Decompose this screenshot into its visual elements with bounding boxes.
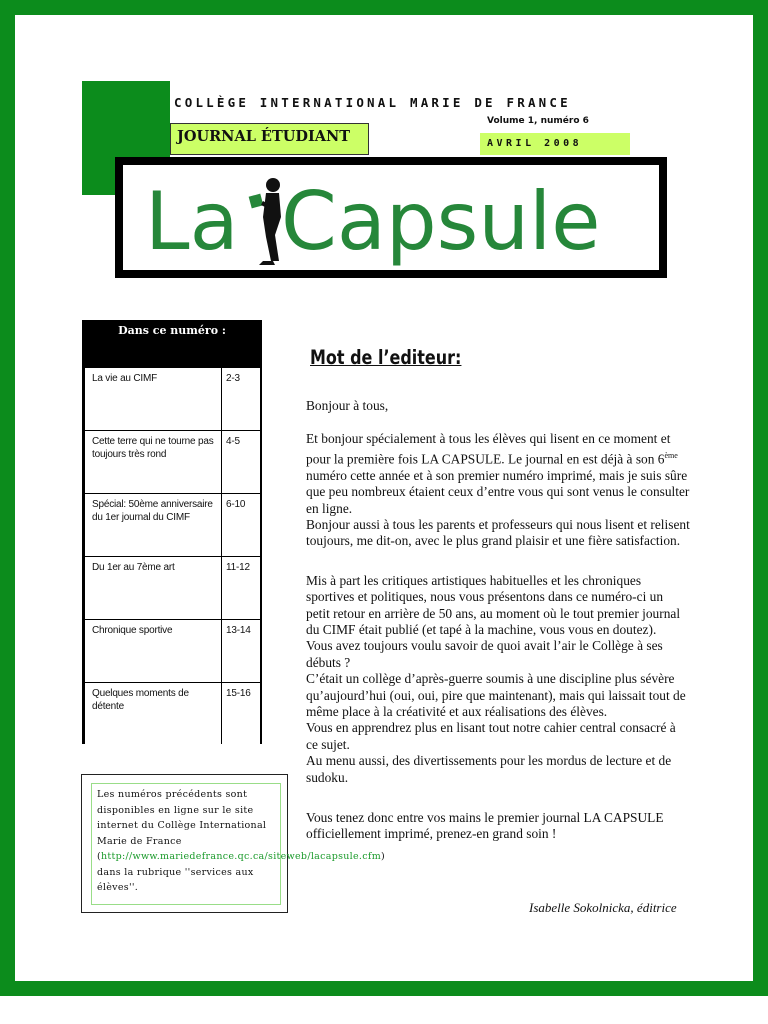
school-name: COLLÈGE INTERNATIONAL MARIE DE FRANCE: [174, 95, 571, 110]
logo-inner: [123, 165, 659, 270]
note-text: [91, 783, 386, 905]
toc-item-pages: 4-5: [222, 431, 260, 493]
paragraph: Mis à part les critiques artistiques habituelles et les chroniques sportives et politiques, nous vous présentons dans ce numéro-ci un petit retour en arrière de 50 ans, au moment où le tout premier journal du CIMF était publié (et tapé à la machine, vous vous en doutez).: [306, 572, 681, 637]
toc-item-label: Du 1er au 7ème art: [85, 557, 221, 619]
reading-figure-icon: [249, 178, 281, 265]
toc-item-label: Spécial: 50ème anniversaire du 1er journal du CIMF: [85, 494, 221, 556]
toc-item-pages: 11-12: [222, 557, 260, 619]
toc-item-pages: 15-16: [222, 683, 260, 745]
paragraph: Et bonjour spécialement à tous les élèves qui lisent en ce moment et pour la première fois LA CAPSULE. Le journal en est déjà à son 6ème numéro cette année et à son premier numéro imprimé, mais je suis sûre que peu nombreux étaient ceux d’entre vous qui sont venus le consulter en ligne.: [306, 431, 690, 516]
toc-item-label: Chronique sportive: [85, 620, 221, 682]
paragraph: Au menu aussi, des divertissements pour les mordus de lecture et de sudoku.: [306, 753, 672, 785]
signature: Isabelle Sokolnicka, éditrice: [529, 900, 677, 915]
archive-link[interactable]: http://www.mariedefrance.qc.ca/siteweb/lacapsule.cfm: [101, 851, 382, 862]
volume-number: Volume 1, numéro 6: [487, 116, 589, 126]
paragraph: Bonjour aussi à tous les parents et professeurs qui nous lisent et relisent toujours, me dit-on, avec le plus grand plaisir et une fière satisfaction.: [306, 516, 690, 549]
table-of-contents: [82, 320, 262, 744]
logo-text-la: La: [145, 175, 239, 268]
editorial-title: Mot de l’editeur:: [310, 346, 462, 369]
previous-issues-note: [81, 774, 386, 913]
note-text-2: ) dans la rubrique ''services aux élèves''.: [97, 851, 386, 893]
logo-svg: [123, 165, 659, 270]
toc-item-label: Quelques moments de détente: [85, 683, 221, 745]
journal-label-box: [170, 123, 369, 155]
toc-title: Dans ce numéro :: [118, 324, 226, 337]
paragraph: Vous tenez donc entre vos mains le premier journal LA CAPSULE officiellement imprimé, prenez-en grand soin !: [306, 810, 664, 842]
toc-item-pages: 2-3: [222, 368, 260, 430]
note-text-1: Les numéros précédents sont disponibles en ligne sur le site internet du Collège International Marie de France (: [97, 789, 267, 862]
toc-item-label: La vie au CIMF: [85, 368, 221, 430]
toc-item-pages: 6-10: [222, 494, 260, 556]
paragraph: Vous en apprendrez plus en lisant tout notre cahier central consacré à ce sujet.: [306, 720, 676, 752]
paragraph: C’était un collège d’après-guerre soumis à une discipline plus sévère qu’aujourd’hui (oui, oui, pire que maintenant), mais qui laissait tout de même place à la créativité et aux réalisations des élèves.: [306, 671, 686, 719]
greeting: Bonjour à tous,: [306, 398, 389, 413]
editorial-body: [306, 398, 690, 843]
toc-item-pages: 13-14: [222, 620, 260, 682]
toc-item-label: Cette terre qui ne tourne pas toujours très rond: [85, 431, 221, 493]
masthead-logo: [115, 157, 667, 278]
issue-date: AVRIL 2008: [487, 138, 583, 149]
logo-text-capsule: Capsule: [281, 175, 601, 268]
paragraph: Vous avez toujours voulu savoir de quoi avait l’air le Collège à ses débuts ?: [306, 638, 663, 670]
journal-label: JOURNAL ÉTUDIANT: [177, 128, 351, 145]
toc-grid: [85, 368, 259, 740]
